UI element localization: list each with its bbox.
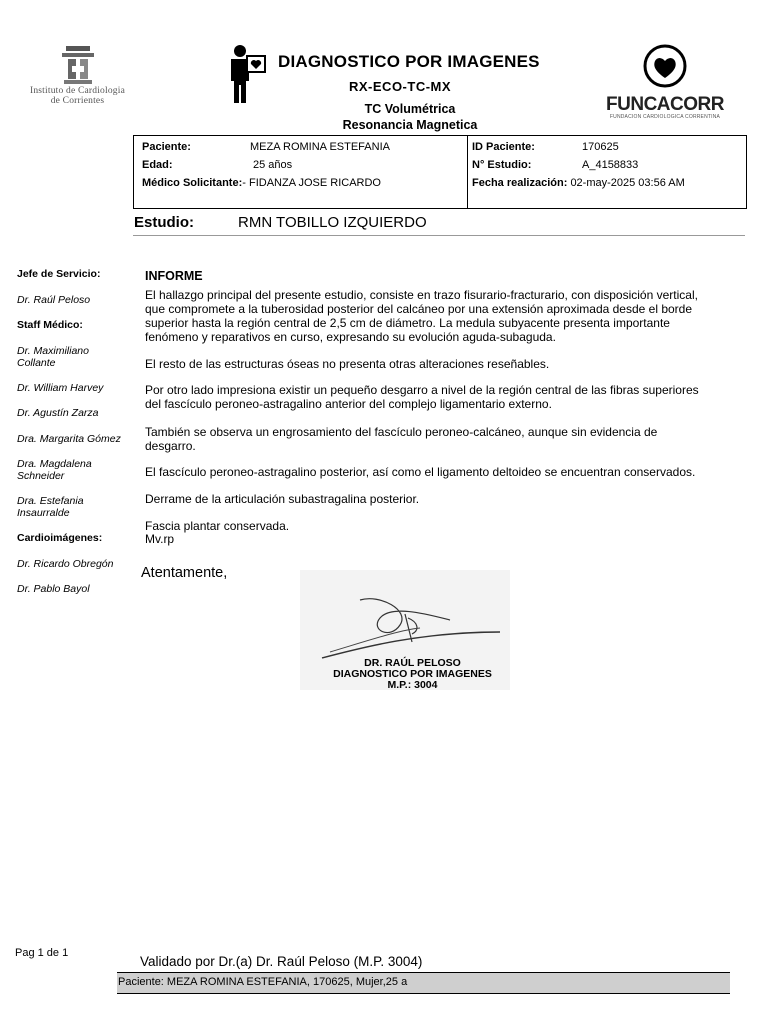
head-of-service-heading: Jefe de Servicio:	[17, 268, 101, 280]
report-paragraph: Por otro lado impresiona existir un pequeño desgarro a nivel de la región central de las fibras superiores	[145, 383, 699, 397]
age-value: 25 años	[253, 159, 293, 171]
closing-salutation: Atentamente,	[141, 565, 228, 581]
header-subtitle: RX-ECO-TC-MX	[349, 79, 452, 94]
heart-emblem-icon	[643, 44, 687, 88]
report-paragraph: El resto de las estructuras óseas no presenta otras alteraciones reseñables.	[145, 357, 550, 371]
staff-member: Dra. Margarita Gómez	[17, 433, 121, 445]
staff-heading: Staff Médico:	[17, 319, 83, 331]
header-title: DIAGNOSTICO POR IMAGENES	[278, 52, 540, 71]
report-paragraph: El hallazgo principal del presente estudio, consiste en trazo fisurario-fracturario, con disposición vertical,	[145, 288, 698, 302]
report-paragraph: Derrame de la articulación subastragalina posterior.	[145, 492, 420, 506]
report-paragraph: También se observa un engrosamiento del fascículo peroneo-calcáneo, aunque sin evidencia de	[145, 425, 658, 439]
institute-logo	[10, 44, 145, 114]
staff-member: Dra. Magdalena	[17, 458, 92, 470]
cardio-member: Dr. Pablo Bayol	[17, 583, 90, 595]
report-paragraph: del fascículo peroneo-astragalino anterior del complejo ligamentario externo.	[145, 397, 552, 411]
staff-member: Insaurralde	[17, 507, 70, 519]
patient-box-divider	[467, 136, 468, 208]
study-underline	[133, 235, 745, 236]
staff-member: Schneider	[17, 470, 65, 482]
patient-id-value: 170625	[582, 141, 619, 153]
header-line-rm: Resonancia Magnetica	[342, 118, 478, 132]
report-paragraph: Mv.rp	[145, 532, 175, 546]
validation-text: Validado por Dr.(a) Dr. Raúl Peloso (M.P. 3004)	[140, 954, 423, 969]
report-heading: INFORME	[145, 269, 203, 283]
staff-member: Dr. Agustín Zarza	[17, 407, 99, 419]
cardio-heading: Cardioimágenes:	[17, 532, 103, 544]
patient-label: Paciente:	[142, 141, 191, 153]
study-value: RMN TOBILLO IZQUIERDO	[238, 214, 427, 231]
signer-name: DR. RAÚL PELOSO	[364, 657, 461, 669]
patient-name: MEZA ROMINA ESTEFANIA	[250, 141, 390, 153]
report-paragraph: Fascia plantar conservada.	[145, 519, 290, 533]
patient-id-label: ID Paciente:	[472, 141, 535, 153]
head-of-service-name: Dr. Raúl Peloso	[17, 294, 91, 306]
requesting-doctor-value: - FIDANZA JOSE RICARDO	[242, 177, 381, 189]
cardio-member: Dr. Ricardo Obregón	[17, 558, 114, 570]
study-number-value: A_4158833	[582, 159, 639, 171]
age-label: Edad:	[142, 159, 173, 171]
patient-info-box	[133, 135, 747, 209]
institute-emblem-icon	[58, 44, 98, 86]
header-line-tc: TC Volumétrica	[364, 102, 456, 116]
footer-patient-text: Paciente: MEZA ROMINA ESTEFANIA, 170625, Mujer,25 a	[118, 976, 408, 988]
page-number: Pag 1 de 1	[15, 947, 69, 959]
staff-member: Dr. William Harvey	[17, 382, 104, 394]
report-paragraph: desgarro.	[145, 439, 196, 453]
date-label: Fecha realización:	[472, 177, 568, 189]
staff-member: Dra. Estefania	[17, 495, 84, 507]
signature-block	[320, 658, 505, 691]
report-paragraph: fenómeno y reparativos en curso, expresando su evolución aguda-subaguda.	[145, 330, 556, 344]
study-number-label: N° Estudio:	[472, 159, 532, 171]
institute-name-line1: Instituto de Cardiologia	[29, 86, 126, 96]
requesting-doctor-label: Médico Solicitante:	[142, 177, 243, 189]
staff-member: Dr. Maximiliano	[17, 345, 89, 357]
report-paragraph: que compromete a la tuberosidad posterior del calcáneo por una extensión aproximada desde el borde	[145, 302, 693, 316]
report-paragraph: El fascículo peroneo-astragalino posterior, así como el ligamento deltoideo se encuentran conservados.	[145, 465, 696, 479]
handwritten-signature	[300, 570, 510, 670]
staff-member: Collante	[17, 357, 56, 369]
funcacorr-subtitle: FUNDACION CARDIOLOGICA CORRENTINA	[609, 114, 721, 120]
funcacorr-name: FUNCACORR	[606, 94, 724, 115]
date-value: 02-may-2025 03:56 AM	[570, 177, 685, 189]
signer-license: M.P.: 3004	[387, 679, 438, 691]
institute-name-line2: de Corrientes	[50, 96, 105, 106]
funcacorr-logo	[600, 44, 730, 120]
signer-department: DIAGNOSTICO POR IMAGENES	[333, 668, 492, 680]
person-with-heart-icon	[225, 44, 269, 104]
report-paragraph: superior hasta la región central de 2,5 cm de diámetro. La medula subyacente presenta importante	[145, 316, 670, 330]
study-label: Estudio:	[134, 214, 194, 231]
